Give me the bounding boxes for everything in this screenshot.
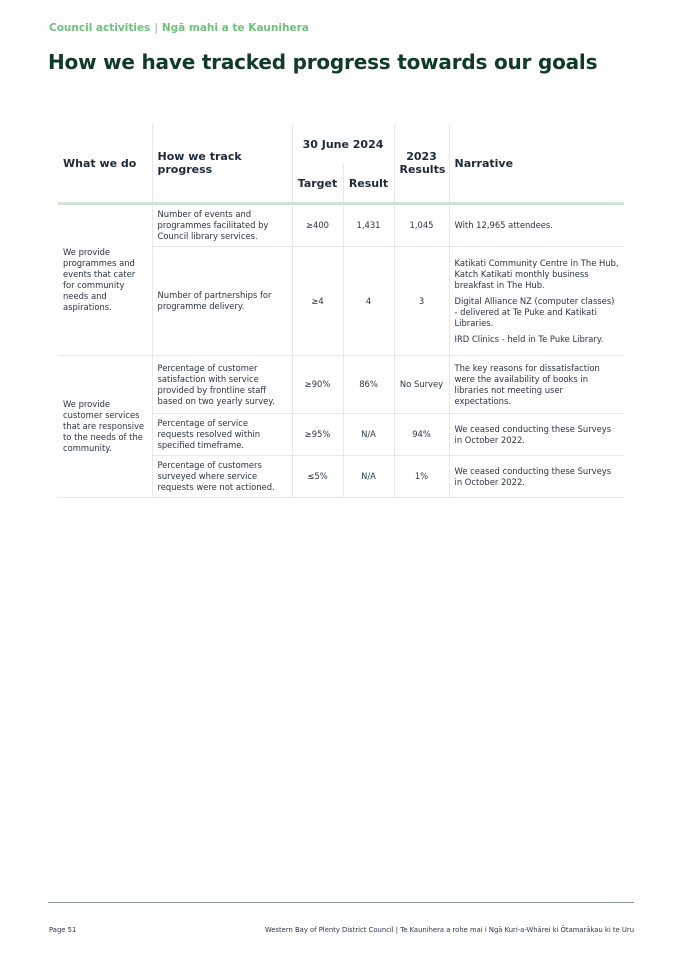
header-narrative: Narrative: [449, 124, 624, 204]
activity-description: We provide programmes and events that cater for community needs and aspirations.: [58, 204, 152, 356]
page-title: How we have tracked progress towards our goals: [48, 50, 598, 74]
target-value: ≥4: [292, 247, 343, 356]
narrative-cell: [449, 414, 624, 456]
table-row: [58, 356, 624, 414]
narrative-text: Katikati Community Centre in The Hub, Katch Katikati monthly business breakfast in The Hub.: [454, 257, 619, 290]
header-what-we-do: What we do: [58, 124, 152, 204]
measure-text: Percentage of customers surveyed where service requests were not actioned.: [152, 456, 292, 498]
section-label-maori: Ngā mahi a te Kaunihera: [161, 22, 309, 34]
narrative-cell: [449, 204, 624, 247]
target-value: ≥95%: [292, 414, 343, 456]
narrative-cell: [449, 247, 624, 356]
breadcrumb-separator: |: [154, 22, 158, 34]
table-row: [58, 204, 624, 247]
result-value: 86%: [343, 356, 394, 414]
header-target: Target: [292, 164, 343, 204]
narrative-text: With 12,965 attendees.: [454, 220, 553, 230]
page-number: Page 51: [49, 926, 77, 934]
measure-text: Number of events and programmes facilitated by Council library services.: [152, 204, 292, 247]
result-value: N/A: [343, 456, 394, 498]
prior-result-value: 94%: [394, 414, 449, 456]
section-breadcrumb: [49, 22, 309, 34]
result-value: N/A: [343, 414, 394, 456]
header-prior-results: 2023 Results: [394, 124, 449, 204]
prior-result-value: 1,045: [394, 204, 449, 247]
header-how-we-track: How we track progress: [152, 124, 292, 204]
narrative-text: The key reasons for dissatisfaction were the availability of books in libraries not meeting user expectations.: [454, 362, 600, 406]
narrative-cell: [449, 456, 624, 498]
measure-text: Number of partnerships for programme delivery.: [152, 247, 292, 356]
prior-result-value: 1%: [394, 456, 449, 498]
narrative-text: Digital Alliance NZ (computer classes) - delivered at Te Puke and Katikati Libraries.: [454, 295, 615, 328]
header-result: Result: [343, 164, 394, 204]
section-label-english: Council activities: [49, 22, 151, 34]
result-value: 4: [343, 247, 394, 356]
result-value: 1,431: [343, 204, 394, 247]
target-value: ≥90%: [292, 356, 343, 414]
activity-description: We provide customer services that are responsive to the needs of the community.: [58, 356, 152, 498]
table-header-row: [58, 124, 624, 164]
measure-text: Percentage of customer satisfaction with service provided by frontline staff based on two yearly survey.: [152, 356, 292, 414]
header-period: 30 June 2024: [292, 124, 394, 164]
prior-result-value: 3: [394, 247, 449, 356]
narrative-cell: [449, 356, 624, 414]
narrative-text: We ceased conducting these Surveys in October 2022.: [454, 423, 612, 445]
performance-table: [58, 124, 624, 498]
target-value: ≥400: [292, 204, 343, 247]
narrative-text: We ceased conducting these Surveys in October 2022.: [454, 465, 612, 487]
measure-text: Percentage of service requests resolved within specified timeframe.: [152, 414, 292, 456]
prior-result-value: No Survey: [394, 356, 449, 414]
target-value: ≤5%: [292, 456, 343, 498]
narrative-text: IRD Clinics - held in Te Puke Library.: [454, 333, 604, 344]
footer-divider: [48, 902, 634, 903]
footer-organisation: Western Bay of Plenty District Council | Te Kaunihera a rohe mai i Ngā Kuri-a-Whārei ki Ōtamarākau ki te Uru: [264, 926, 634, 934]
